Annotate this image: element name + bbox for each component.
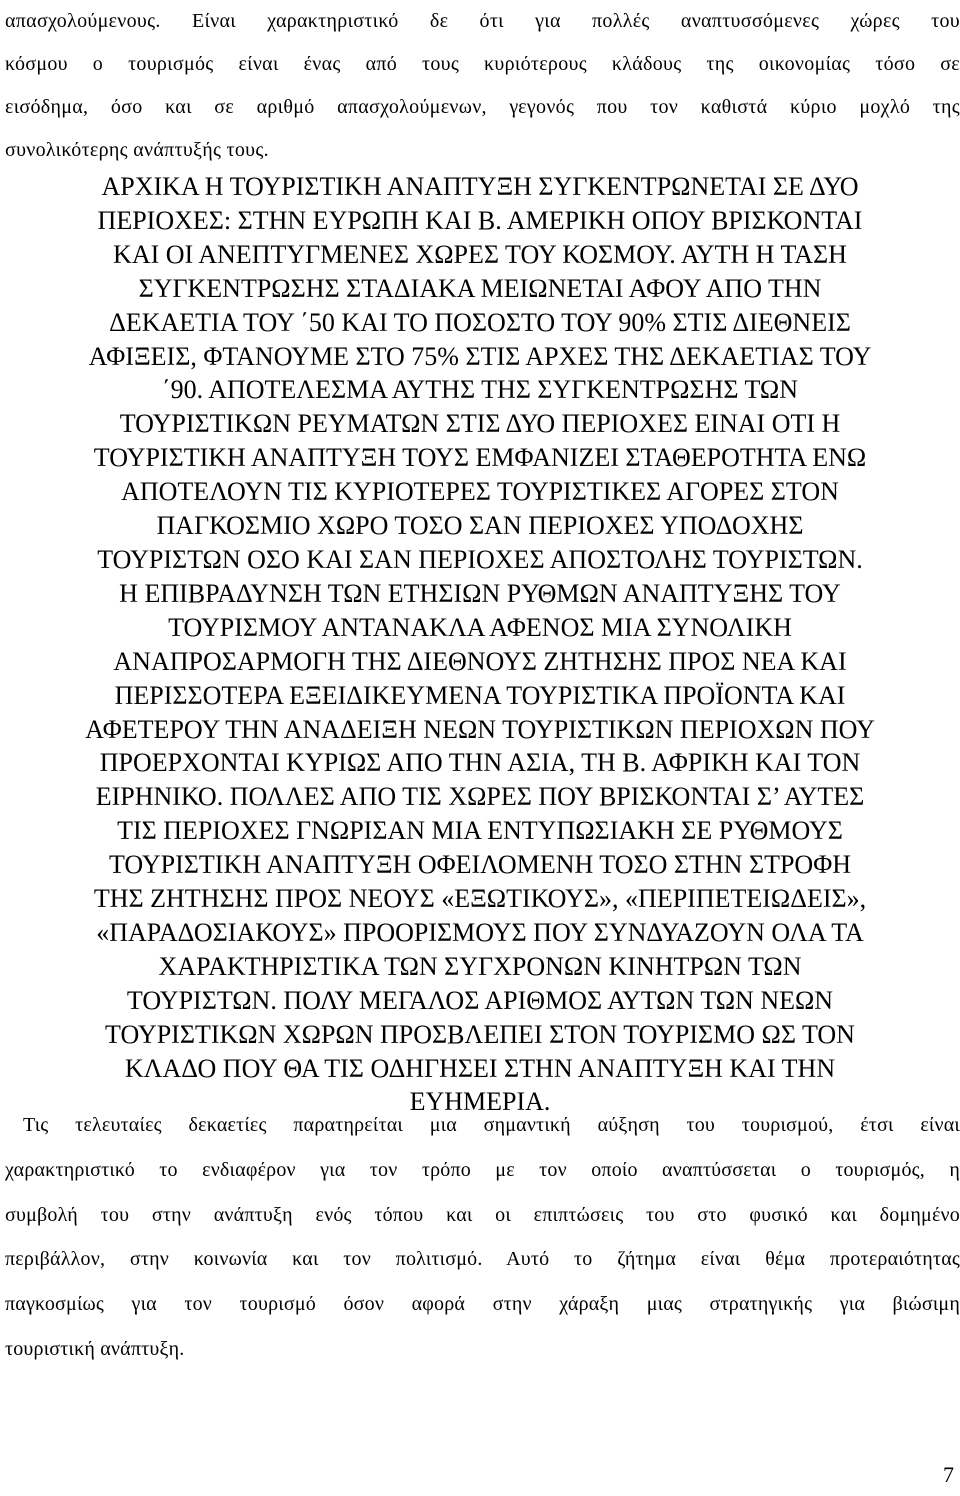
caps-line: ΑΡΧΙΚΑ Η ΤΟΥΡΙΣΤΙΚΗ ΑΝΑΠΤΥΞΗ ΣΥΓΚΕΝΤΡΩΝΕΤΑΙ ΣΕ ΔΥΟ <box>101 172 859 201</box>
caps-line: ΠΑΓΚΟΣΜΙΟ ΧΩΡΟ ΤΟΣΟ ΣΑΝ ΠΕΡΙΟΧΕΣ ΥΠΟΔΟΧΗΣ <box>156 511 804 541</box>
caps-line: ΕΙΡΗΝΙΚΟ. ΠΟΛΛΕΣ ΑΠΟ ΤΙΣ ΧΩΡΕΣ ΠΟΥ ΒΡΙΣΚΟΝΤΑΙ Σ’ ΑΥΤΕΣ <box>95 782 865 812</box>
closing-paragraph <box>5 1103 960 1372</box>
intro-line: απασχολούμενους. Είναι χαρακτηριστικό δε ότι για πολλές αναπτυσσόμενες χώρες του <box>5 10 960 32</box>
closing-line: χαρακτηριστικό το ενδιαφέρον για τον τρόπο με τον οποίο αναπτύσσεται ο τουρισμός, η <box>5 1158 960 1181</box>
caps-line: ΤΟΥΡΙΣΤΙΚΩΝ ΡΕΥΜΑΤΩΝ ΣΤΙΣ ΔΥΟ ΠΕΡΙΟΧΕΣ ΕΙΝΑΙ ΟΤΙ Η <box>119 409 841 439</box>
caps-line: ΧΑΡΑΚΤΗΡΙΣΤΙΚΑ ΤΩΝ ΣΥΓΧΡΟΝΩΝ ΚΙΝΗΤΡΩΝ ΤΩΝ <box>158 951 802 981</box>
caps-line: Η ΕΠΙΒΡΑΔΥΝΣΗ ΤΩΝ ΕΤΗΣΙΩΝ ΡΥΘΜΩΝ ΑΝΑΠΤΥΞΗΣ ΤΟΥ <box>119 578 841 608</box>
caps-line: ΑΠΟΤΕΛΟΥΝ ΤΙΣ ΚΥΡΙΟΤΕΡΕΣ ΤΟΥΡΙΣΤΙΚΕΣ ΑΓΟΡΕΣ ΣΤΟΝ <box>121 477 839 507</box>
caps-line: ΕΥΗΜΕΡΙΑ. <box>409 1087 551 1117</box>
caps-line: ΠΡΟΕΡΧΟΝΤΑΙ ΚΥΡΙΩΣ ΑΠΟ ΤΗΝ ΑΣΙΑ, ΤΗ Β. ΑΦΡΙΚΗ ΚΑΙ ΤΟΝ <box>99 748 861 778</box>
caps-line: ΑΝΑΠΡΟΣΑΡΜΟΓΗ ΤΗΣ ΔΙΕΘΝΟΥΣ ΖΗΤΗΣΗΣ ΠΡΟΣ ΝΕΑ ΚΑΙ <box>113 646 847 676</box>
caps-line: ΤΟΥΡΙΣΤΙΚΩΝ ΧΩΡΩΝ ΠΡΟΣΒΛΕΠΕΙ ΣΤΟΝ ΤΟΥΡΙΣΜΟ ΩΣ ΤΟΝ <box>105 1019 855 1049</box>
intro-line: κόσμου ο τουρισμός είναι ένας από τους κυριότερους κλάδους της οικονομίας τόσο σε <box>5 53 960 75</box>
caps-line: ΔΕΚΑΕΤΙΑ ΤΟΥ ΄50 ΚΑΙ ΤΟ ΠΟΣΟΣΤΟ ΤΟΥ 90% ΣΤΙΣ ΔΙΕΘΝΕΙΣ <box>109 307 851 337</box>
caps-line: ΑΦΙΞΕΙΣ, ΦΤΑΝΟΥΜΕ ΣΤΟ 75% ΣΤΙΣ ΑΡΧΕΣ ΤΗΣ ΔΕΚΑΕΤΙΑΣ ΤΟΥ <box>88 341 872 371</box>
caps-line: ΤΟΥΡΙΣΤΙΚΗ ΑΝΑΠΤΥΞΗ ΤΟΥΣ ΕΜΦΑΝΙΖΕΙ ΣΤΑΘΕΡΟΤΗΤΑ ΕΝΩ <box>93 443 867 473</box>
caps-line: ΤΟΥΡΙΣΤΙΚΗ ΑΝΑΠΤΥΞΗ ΟΦΕΙΛΟΜΕΝΗ ΤΟΣΟ ΣΤΗΝ ΣΤΡΟΦΗ <box>108 850 851 880</box>
caps-line: ΠΕΡΙΣΣΟΤΕΡΑ ΕΞΕΙΔΙΚΕΥΜΕΝΑ ΤΟΥΡΙΣΤΙΚΑ ΠΡΟΪΟΝΤΑ ΚΑΙ <box>114 680 846 710</box>
caps-line: ΄90. ΑΠΟΤΕΛΕΣΜΑ ΑΥΤΗΣ ΤΗΣ ΣΥΓΚΕΝΤΡΩΣΗΣ ΤΩΝ <box>161 375 799 405</box>
intro-paragraph <box>5 0 960 172</box>
caps-line: ΤΙΣ ΠΕΡΙΟΧΕΣ ΓΝΩΡΙΣΑΝ ΜΙΑ ΕΝΤΥΠΩΣΙΑΚΗ ΣΕ ΡΥΘΜΟΥΣ <box>117 816 843 846</box>
uppercase-summary-block <box>5 170 955 1119</box>
caps-line: ΚΛΑΔΟ ΠΟΥ ΘΑ ΤΙΣ ΟΔΗΓΗΣΕΙ ΣΤΗΝ ΑΝΑΠΤΥΞΗ ΚΑΙ ΤΗΝ <box>124 1053 836 1083</box>
caps-line: ΤΗΣ ΖΗΤΗΣΗΣ ΠΡΟΣ ΝΕΟΥΣ «ΕΞΩΤΙΚΟΥΣ», «ΠΕΡΙΠΕΤΕΙΩΔΕΙΣ», <box>93 884 867 914</box>
closing-line: παγκοσμίως για τον τουρισμό όσον αφορά στην χάραξη μιας στρατηγικής για βιώσιμη <box>5 1293 960 1316</box>
caps-line: ΑΦΕΤΕΡΟΥ ΤΗΝ ΑΝΑΔΕΙΞΗ ΝΕΩΝ ΤΟΥΡΙΣΤΙΚΩΝ ΠΕΡΙΟΧΩΝ ΠΟΥ <box>85 714 875 744</box>
caps-line: ΤΟΥΡΙΣΤΩΝ ΟΣΟ ΚΑΙ ΣΑΝ ΠΕΡΙΟΧΕΣ ΑΠΟΣΤΟΛΗΣ ΤΟΥΡΙΣΤΩΝ. <box>97 544 863 574</box>
intro-line: εισόδημα, όσο και σε αριθμό απασχολούμενων, γεγονός που τον καθιστά κύριο μοχλό της <box>5 96 960 118</box>
caps-line: «ΠΑΡΑΔΟΣΙΑΚΟΥΣ» ΠΡΟΟΡΙΣΜΟΥΣ ΠΟΥ ΣΥΝΔΥΑΖΟΥΝ ΟΛΑ ΤΑ <box>96 917 864 947</box>
caps-line: ΣΥΓΚΕΝΤΡΩΣΗΣ ΣΤΑΔΙΑΚΑ ΜΕΙΩΝΕΤΑΙ ΑΦΟΥ ΑΠΟ ΤΗΝ <box>138 273 822 303</box>
page-number: 7 <box>943 1462 954 1487</box>
closing-line: συμβολή του στην ανάπτυξη ενός τόπου και οι επιπτώσεις του στο φυσικό και δομημένο <box>5 1203 960 1226</box>
caps-line: ΤΟΥΡΙΣΤΩΝ. ΠΟΛΥ ΜΕΓΑΛΟΣ ΑΡΙΘΜΟΣ ΑΥΤΩΝ ΤΩΝ ΝΕΩΝ <box>126 985 834 1015</box>
caps-line: ΤΟΥΡΙΣΜΟΥ ΑΝΤΑΝΑΚΛΑ ΑΦΕΝΟΣ ΜΙΑ ΣΥΝΟΛΙΚΗ <box>168 612 792 642</box>
caps-line: ΠΕΡΙΟΧΕΣ: ΣΤΗΝ ΕΥΡΩΠΗ ΚΑΙ Β. ΑΜΕΡΙΚΗ ΟΠΟΥ ΒΡΙΣΚΟΝΤΑΙ <box>97 205 863 235</box>
closing-line: περιβάλλον, στην κοινωνία και τον πολιτισμό. Αυτό το ζήτημα είναι θέμα προτεραιότητας <box>5 1248 960 1271</box>
closing-line: Τις τελευταίες δεκαετίες παρατηρείται μια σημαντική αύξηση του τουρισμού, έτσι είναι <box>23 1114 960 1136</box>
closing-line: τουριστική ανάπτυξη. <box>5 1337 185 1360</box>
caps-line: ΚΑΙ ΟΙ ΑΝΕΠΤΥΓΜΕΝΕΣ ΧΩΡΕΣ ΤΟΥ ΚΟΣΜΟΥ. ΑΥΤΗ Η ΤΑΣΗ <box>113 239 847 269</box>
intro-line: συνολικότερης ανάπτυξής τους. <box>5 139 269 161</box>
